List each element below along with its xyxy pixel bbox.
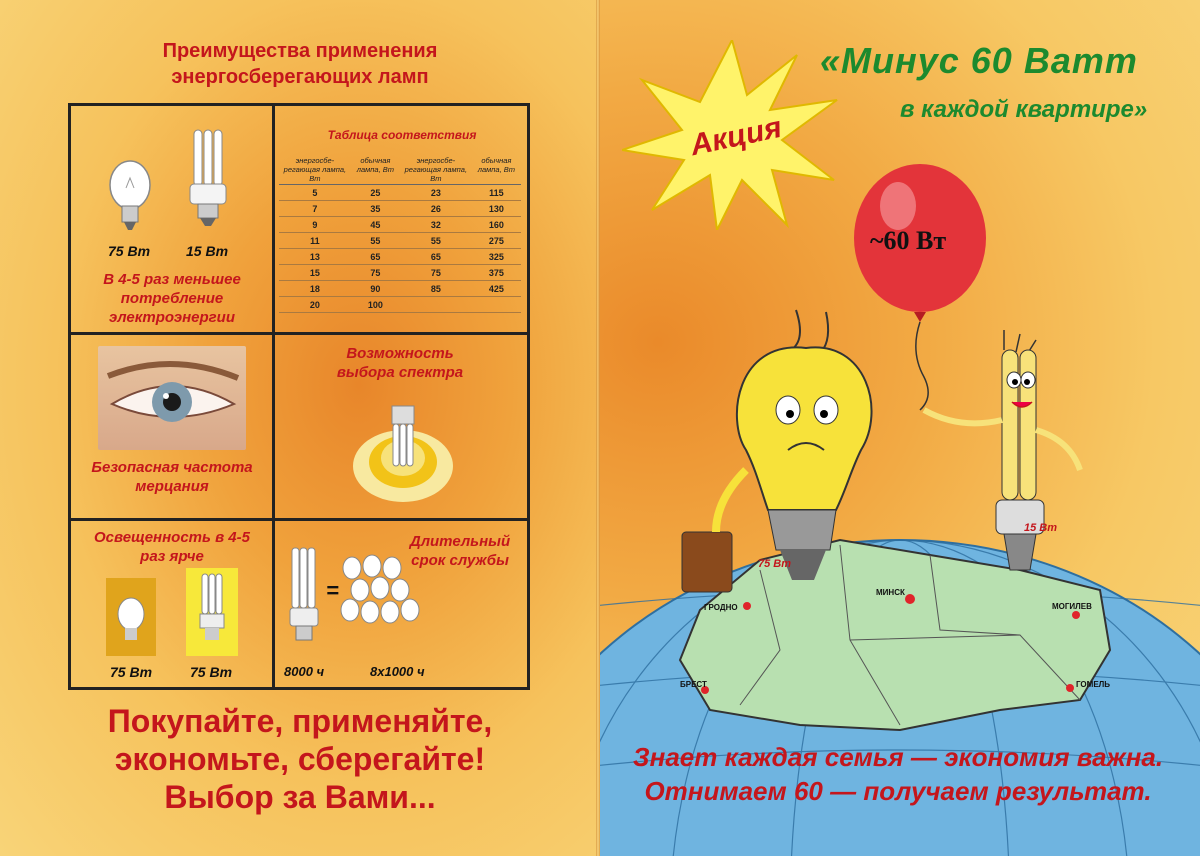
- table-row: [279, 201, 521, 217]
- slogan-line3: Выбор за Вами...: [164, 779, 436, 815]
- cell1-caption: В 4-5 раз меньшее потребление электроэнергии: [103, 271, 241, 326]
- cfl-bulb-icon: [290, 548, 318, 640]
- table-cell: 26: [400, 201, 472, 217]
- table-cell: 75: [351, 265, 400, 281]
- table-row: [279, 281, 521, 297]
- cfl-bulb-icon: [190, 130, 226, 226]
- city-label: БРЕСТ: [680, 680, 707, 689]
- table-cell: 90: [351, 281, 400, 297]
- table-cell: 32: [400, 217, 472, 233]
- eye-icon: [98, 346, 246, 450]
- eye-photo: [98, 346, 246, 450]
- table-cell: 25: [351, 185, 400, 201]
- table-cell: 55: [400, 233, 472, 249]
- big-bulb-label: 75 Вт: [758, 558, 792, 570]
- table-cell: 11: [279, 233, 351, 249]
- table-cell: 65: [351, 249, 400, 265]
- table-cell: 75: [400, 265, 472, 281]
- table-cell: 35: [351, 201, 400, 217]
- table-cell: 275: [472, 233, 521, 249]
- table-row: [279, 233, 521, 249]
- left-title-line1: Преимущества применения: [162, 40, 438, 62]
- cell5-label-b: 75 Вт: [190, 664, 233, 680]
- akciya-label: Акция: [687, 110, 785, 163]
- table-cell: [400, 297, 472, 313]
- table-header-cell: энергосбе-регающая лампа, Вт: [279, 155, 351, 185]
- table-row: [279, 249, 521, 265]
- table-cell: 45: [351, 217, 400, 233]
- table-cell: 375: [472, 265, 521, 281]
- table-header-row: [279, 155, 521, 185]
- table-cell: 18: [279, 281, 351, 297]
- bulbs-illustration: [100, 120, 260, 240]
- cell6-label-b: 8х1000 ч: [370, 664, 425, 679]
- grid-divider-vertical: [272, 103, 275, 690]
- table-header-cell: обычная лампа, Вт: [351, 155, 400, 185]
- cell6-caption: Длительный срок службы: [409, 533, 511, 569]
- cell1-label-b: 15 Вт: [186, 243, 229, 259]
- table-row: [279, 217, 521, 233]
- table-cell: 115: [472, 185, 521, 201]
- city-label: МОГИЛЕВ: [1052, 602, 1092, 611]
- left-slogan: [60, 702, 540, 816]
- table-cell: 9: [279, 217, 351, 233]
- city-label: МИНСК: [876, 588, 905, 597]
- correspondence-table: [279, 155, 521, 313]
- table-row: [279, 297, 521, 313]
- cell3-caption: Безопасная частота мерцания: [91, 459, 253, 495]
- small-bulb-label: 15 Вт: [1024, 522, 1058, 534]
- brightness-comparison: [104, 566, 244, 658]
- poem: [618, 740, 1178, 808]
- table-cell: 65: [400, 249, 472, 265]
- table-cell: 100: [351, 297, 400, 313]
- spectrum-lamp-illustration: [348, 396, 458, 508]
- table-cell: 7: [279, 201, 351, 217]
- cell5-caption: Освещенность в 4-5 раз ярче: [94, 529, 250, 565]
- equals-sign: =: [326, 578, 339, 603]
- table-cell: 425: [472, 281, 521, 297]
- table-cell: 130: [472, 201, 521, 217]
- cell5-label-a: 75 Вт: [110, 664, 153, 680]
- table-cell: 15: [279, 265, 351, 281]
- table-cell: [472, 297, 521, 313]
- cell6-label-a: 8000 ч: [284, 664, 325, 679]
- promo-title: «Минус 60 Ватт: [820, 40, 1138, 81]
- slogan-line1: Покупайте, применяйте,: [107, 703, 493, 739]
- table-cell: 20: [279, 297, 351, 313]
- promo-subtitle: в каждой квартире»: [900, 96, 1148, 123]
- slogan-line2: экономьте, сберегайте!: [114, 741, 486, 777]
- cell4-caption: Возможность выбора спектра: [336, 345, 464, 381]
- incandescent-bulb-icon: [110, 161, 150, 230]
- left-title-line2: энергосберегающих ламп: [171, 66, 429, 88]
- poem-line2: Отнимаем 60 — получаем результат.: [644, 776, 1152, 806]
- table-cell: 55: [351, 233, 400, 249]
- table-cell: 5: [279, 185, 351, 201]
- poem-line1: Знает каждая семья — экономия важна.: [632, 742, 1164, 772]
- cell1-label-a: 75 Вт: [108, 243, 151, 259]
- table-cell: 23: [400, 185, 472, 201]
- grid-divider-h2: [68, 518, 530, 521]
- grid-divider-h1: [68, 332, 530, 335]
- correspondence-table-title: Таблица соответствия: [327, 128, 477, 142]
- balloon-label: ~60 Вт: [870, 226, 947, 255]
- city-label: ГРОДНО: [704, 603, 738, 612]
- table-cell: 13: [279, 249, 351, 265]
- happy-cfl-character-icon: [920, 320, 1100, 590]
- table-cell: 325: [472, 249, 521, 265]
- table-header-cell: энергосбе-регающая лампа, Вт: [400, 155, 472, 185]
- table-cell: 160: [472, 217, 521, 233]
- table-header-cell: обычная лампа, Вт: [472, 155, 521, 185]
- left-title: [70, 38, 530, 90]
- table-cell: 85: [400, 281, 472, 297]
- table-row: [279, 265, 521, 281]
- table-row: [279, 185, 521, 201]
- city-label: ГОМЕЛЬ: [1076, 680, 1111, 689]
